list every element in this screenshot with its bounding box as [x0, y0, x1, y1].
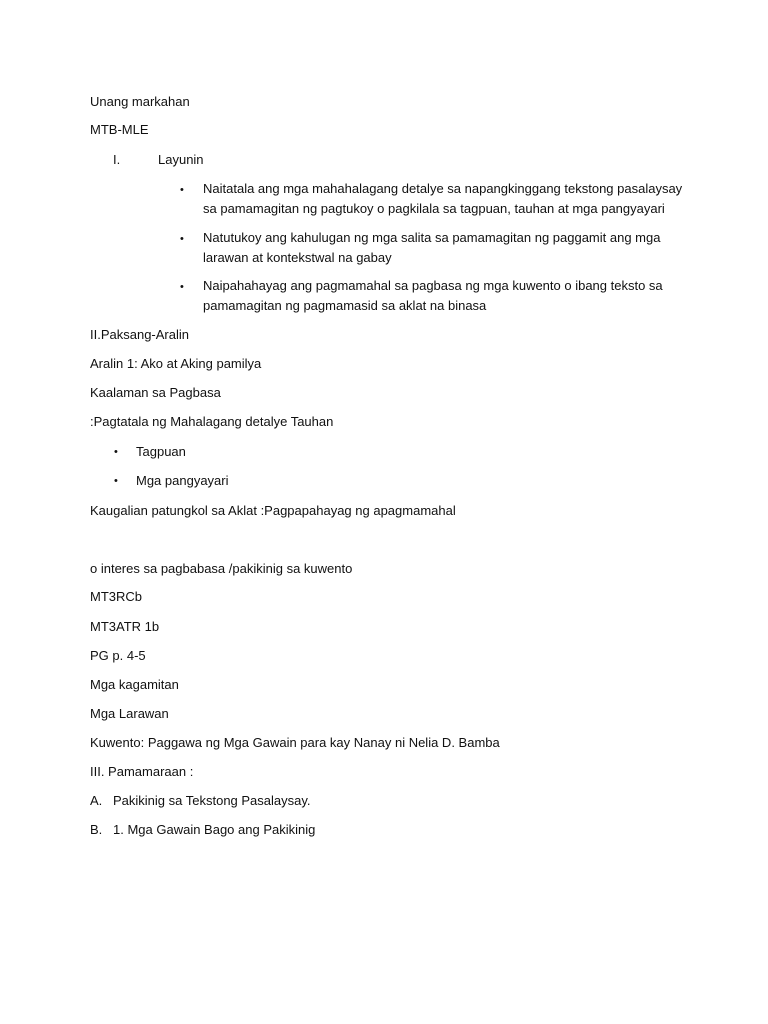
- step-text: Pakikinig sa Tekstong Pasalaysay.: [113, 793, 311, 808]
- curriculum-code: MT3ATR 1b: [90, 619, 160, 634]
- section-title: Layunin: [158, 152, 204, 167]
- reading-skill: Kaalaman sa Pagbasa: [90, 385, 221, 400]
- section-3-title: III. Pamamaraan :: [90, 764, 194, 779]
- detail-item: Mga pangyayari: [136, 473, 229, 488]
- bullet-icon: •: [180, 281, 184, 293]
- values-line: Kaugalian patungkol sa Aklat :Pagpapahayag ng apagmamahal: [90, 503, 456, 518]
- detail-line: :Pagtatala ng Mahalagang detalye Tauhan: [90, 414, 334, 429]
- objective-line: sa pamamagitan ng pagtukoy o pagkilala sa tagpuan, tauhan at mga pangyayari: [203, 201, 665, 216]
- bullet-icon: •: [114, 475, 118, 487]
- bullet-icon: •: [180, 184, 184, 196]
- objective-line: Naipahahayag ang pagmamahal sa pagbasa ng mga kuwento o ibang teksto sa: [203, 278, 663, 293]
- story-line: Kuwento: Paggawa ng Mga Gawain para kay Nanay ni Nelia D. Bamba: [90, 735, 500, 750]
- objective-line: Natutukoy ang kahulugan ng mga salita sa pamamagitan ng paggamit ang mga: [203, 230, 661, 245]
- bullet-icon: •: [180, 233, 184, 245]
- objective-line: larawan at kontekstwal na gabay: [203, 250, 392, 265]
- lesson-title: Aralin 1: Ako at Aking pamilya: [90, 356, 262, 371]
- objective-line: pamamagitan ng pagmamasid sa aklat na binasa: [203, 298, 487, 313]
- quarter-heading: Unang markahan: [90, 94, 190, 109]
- interest-line: o interes sa pagbabasa /pakikinig sa kuwento: [90, 561, 353, 576]
- objective-line: Naitatala ang mga mahahalagang detalye sa napangkinggang tekstong pasalaysay: [203, 181, 683, 196]
- curriculum-code: MT3RCb: [90, 589, 143, 604]
- materials-item: Mga Larawan: [90, 706, 169, 721]
- section-number: I.: [113, 152, 121, 167]
- subject-heading: MTB-MLE: [90, 122, 149, 137]
- materials-title: Mga kagamitan: [90, 677, 179, 692]
- step-letter: B.: [90, 822, 103, 837]
- detail-item: Tagpuan: [136, 444, 186, 459]
- section-2-title: II.Paksang-Aralin: [90, 327, 189, 342]
- page-reference: PG p. 4-5: [90, 648, 146, 663]
- step-letter: A.: [90, 793, 103, 808]
- step-text: 1. Mga Gawain Bago ang Pakikinig: [113, 822, 316, 837]
- bullet-icon: •: [114, 446, 118, 458]
